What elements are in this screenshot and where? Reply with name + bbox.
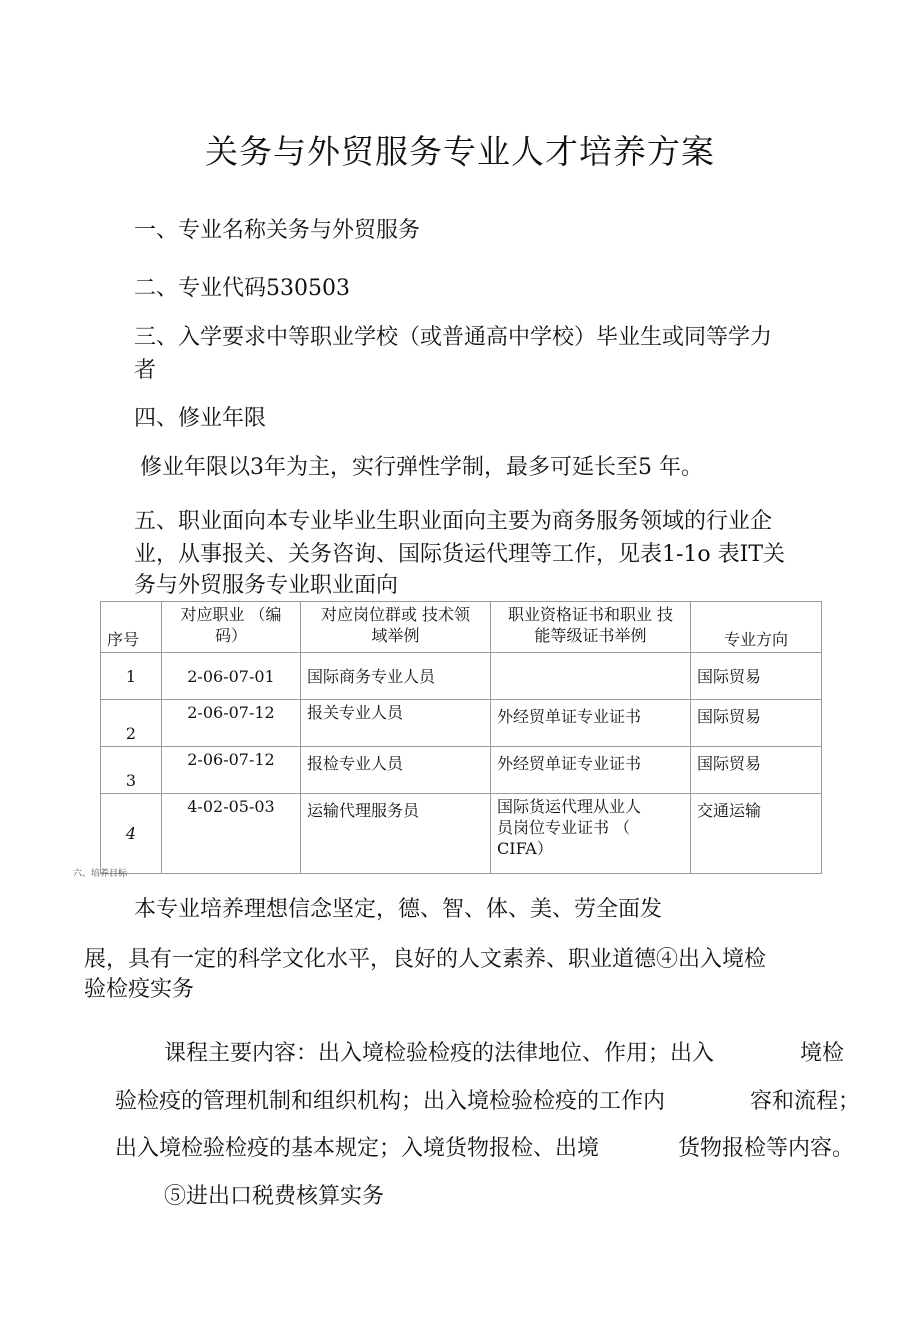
career-orientation-table	[100, 601, 822, 874]
course-content-line2: 验检疫的管理机制和组织机构；出入境检验检疫的工作内	[115, 1089, 666, 1114]
cell-post: 报关专业人员	[301, 700, 491, 747]
cell-code: 2-06-07-12	[162, 747, 301, 794]
section-entry-requirement-cont: 者	[134, 358, 157, 383]
career-orientation-line2: 业，从事报关、关务咨询、国际货运代理等工作，见表1-1o 表IT关	[134, 542, 786, 567]
cell-cert	[491, 653, 691, 700]
training-goal-line3: 验检疫实务	[84, 977, 195, 1002]
cell-direction: 国际贸易	[691, 700, 822, 747]
study-years-body: 修业年限以3年为主，实行弹性学制，最多可延长至5 年。	[140, 455, 703, 480]
section-entry-requirement: 三、入学要求中等职业学校（或普通高中学校）毕业生或同等学力	[134, 325, 773, 350]
cell-code: 2-06-07-12	[162, 700, 301, 747]
career-orientation-line3: 务与外贸服务专业职业面向	[134, 573, 399, 598]
page-title: 关务与外贸服务专业人才培养方案	[205, 132, 715, 171]
cell-cert: 外经贸单证专业证书	[491, 747, 691, 794]
table-row	[101, 700, 822, 747]
course-content-line2-end: 容和流程；	[750, 1089, 861, 1114]
header-seq: 序号	[101, 602, 162, 653]
header-direction: 专业方向	[691, 602, 822, 653]
cell-code: 2-06-07-01	[162, 653, 301, 700]
course-content-line1: 课程主要内容：出入境检验检疫的法律地位、作用；出入	[164, 1041, 715, 1066]
training-goal-line1: 本专业培养理想信念坚定，德、智、体、美、劳全面发	[134, 897, 663, 922]
header-cert: 职业资格证书和职业 技 能等级证书举例	[491, 602, 691, 653]
cell-seq: 1	[101, 653, 162, 700]
cell-seq: 2	[101, 700, 162, 747]
cell-post: 运输代理服务员	[301, 794, 491, 874]
header-post: 对应岗位群或 技术领 域举例	[301, 602, 491, 653]
section-study-years: 四、修业年限	[134, 406, 267, 431]
table-header-row	[101, 602, 822, 653]
header-job: 对应职业 （编 码）	[162, 602, 301, 653]
table-row	[101, 653, 822, 700]
cell-direction: 交通运输	[691, 794, 822, 874]
cell-seq: 3	[101, 747, 162, 794]
course-content-line3-end: 货物报检等内容。	[678, 1136, 855, 1161]
section-major-name: 一、专业名称关务与外贸服务	[134, 218, 421, 243]
training-goal-label: 六、培养目标	[73, 869, 128, 879]
cell-direction: 国际贸易	[691, 747, 822, 794]
course-content-line1-end: 境检	[800, 1041, 845, 1066]
table-row	[101, 747, 822, 794]
cell-cert: 外经贸单证专业证书	[491, 700, 691, 747]
cell-seq: 4	[101, 794, 162, 874]
cell-code: 4-02-05-03	[162, 794, 301, 874]
table-row	[101, 794, 822, 874]
cell-cert: 国际货运代理从业人 员岗位专业证书 （ CIFA）	[491, 794, 691, 874]
cell-direction: 国际贸易	[691, 653, 822, 700]
section-major-code: 二、专业代码530503	[134, 276, 350, 301]
training-goal-line2: 展，具有一定的科学文化水平，良好的人文素养、职业道德④出入境检	[84, 947, 767, 972]
course-tax-accounting: ⑤进出口税费核算实务	[164, 1184, 385, 1209]
cell-post: 报检专业人员	[301, 747, 491, 794]
cell-post: 国际商务专业人员	[301, 653, 491, 700]
section-career-orientation: 五、职业面向本专业毕业生职业面向主要为商务服务领域的行业企	[134, 509, 773, 534]
course-content-line3: 出入境检验检疫的基本规定；入境货物报检、出境	[115, 1136, 600, 1161]
